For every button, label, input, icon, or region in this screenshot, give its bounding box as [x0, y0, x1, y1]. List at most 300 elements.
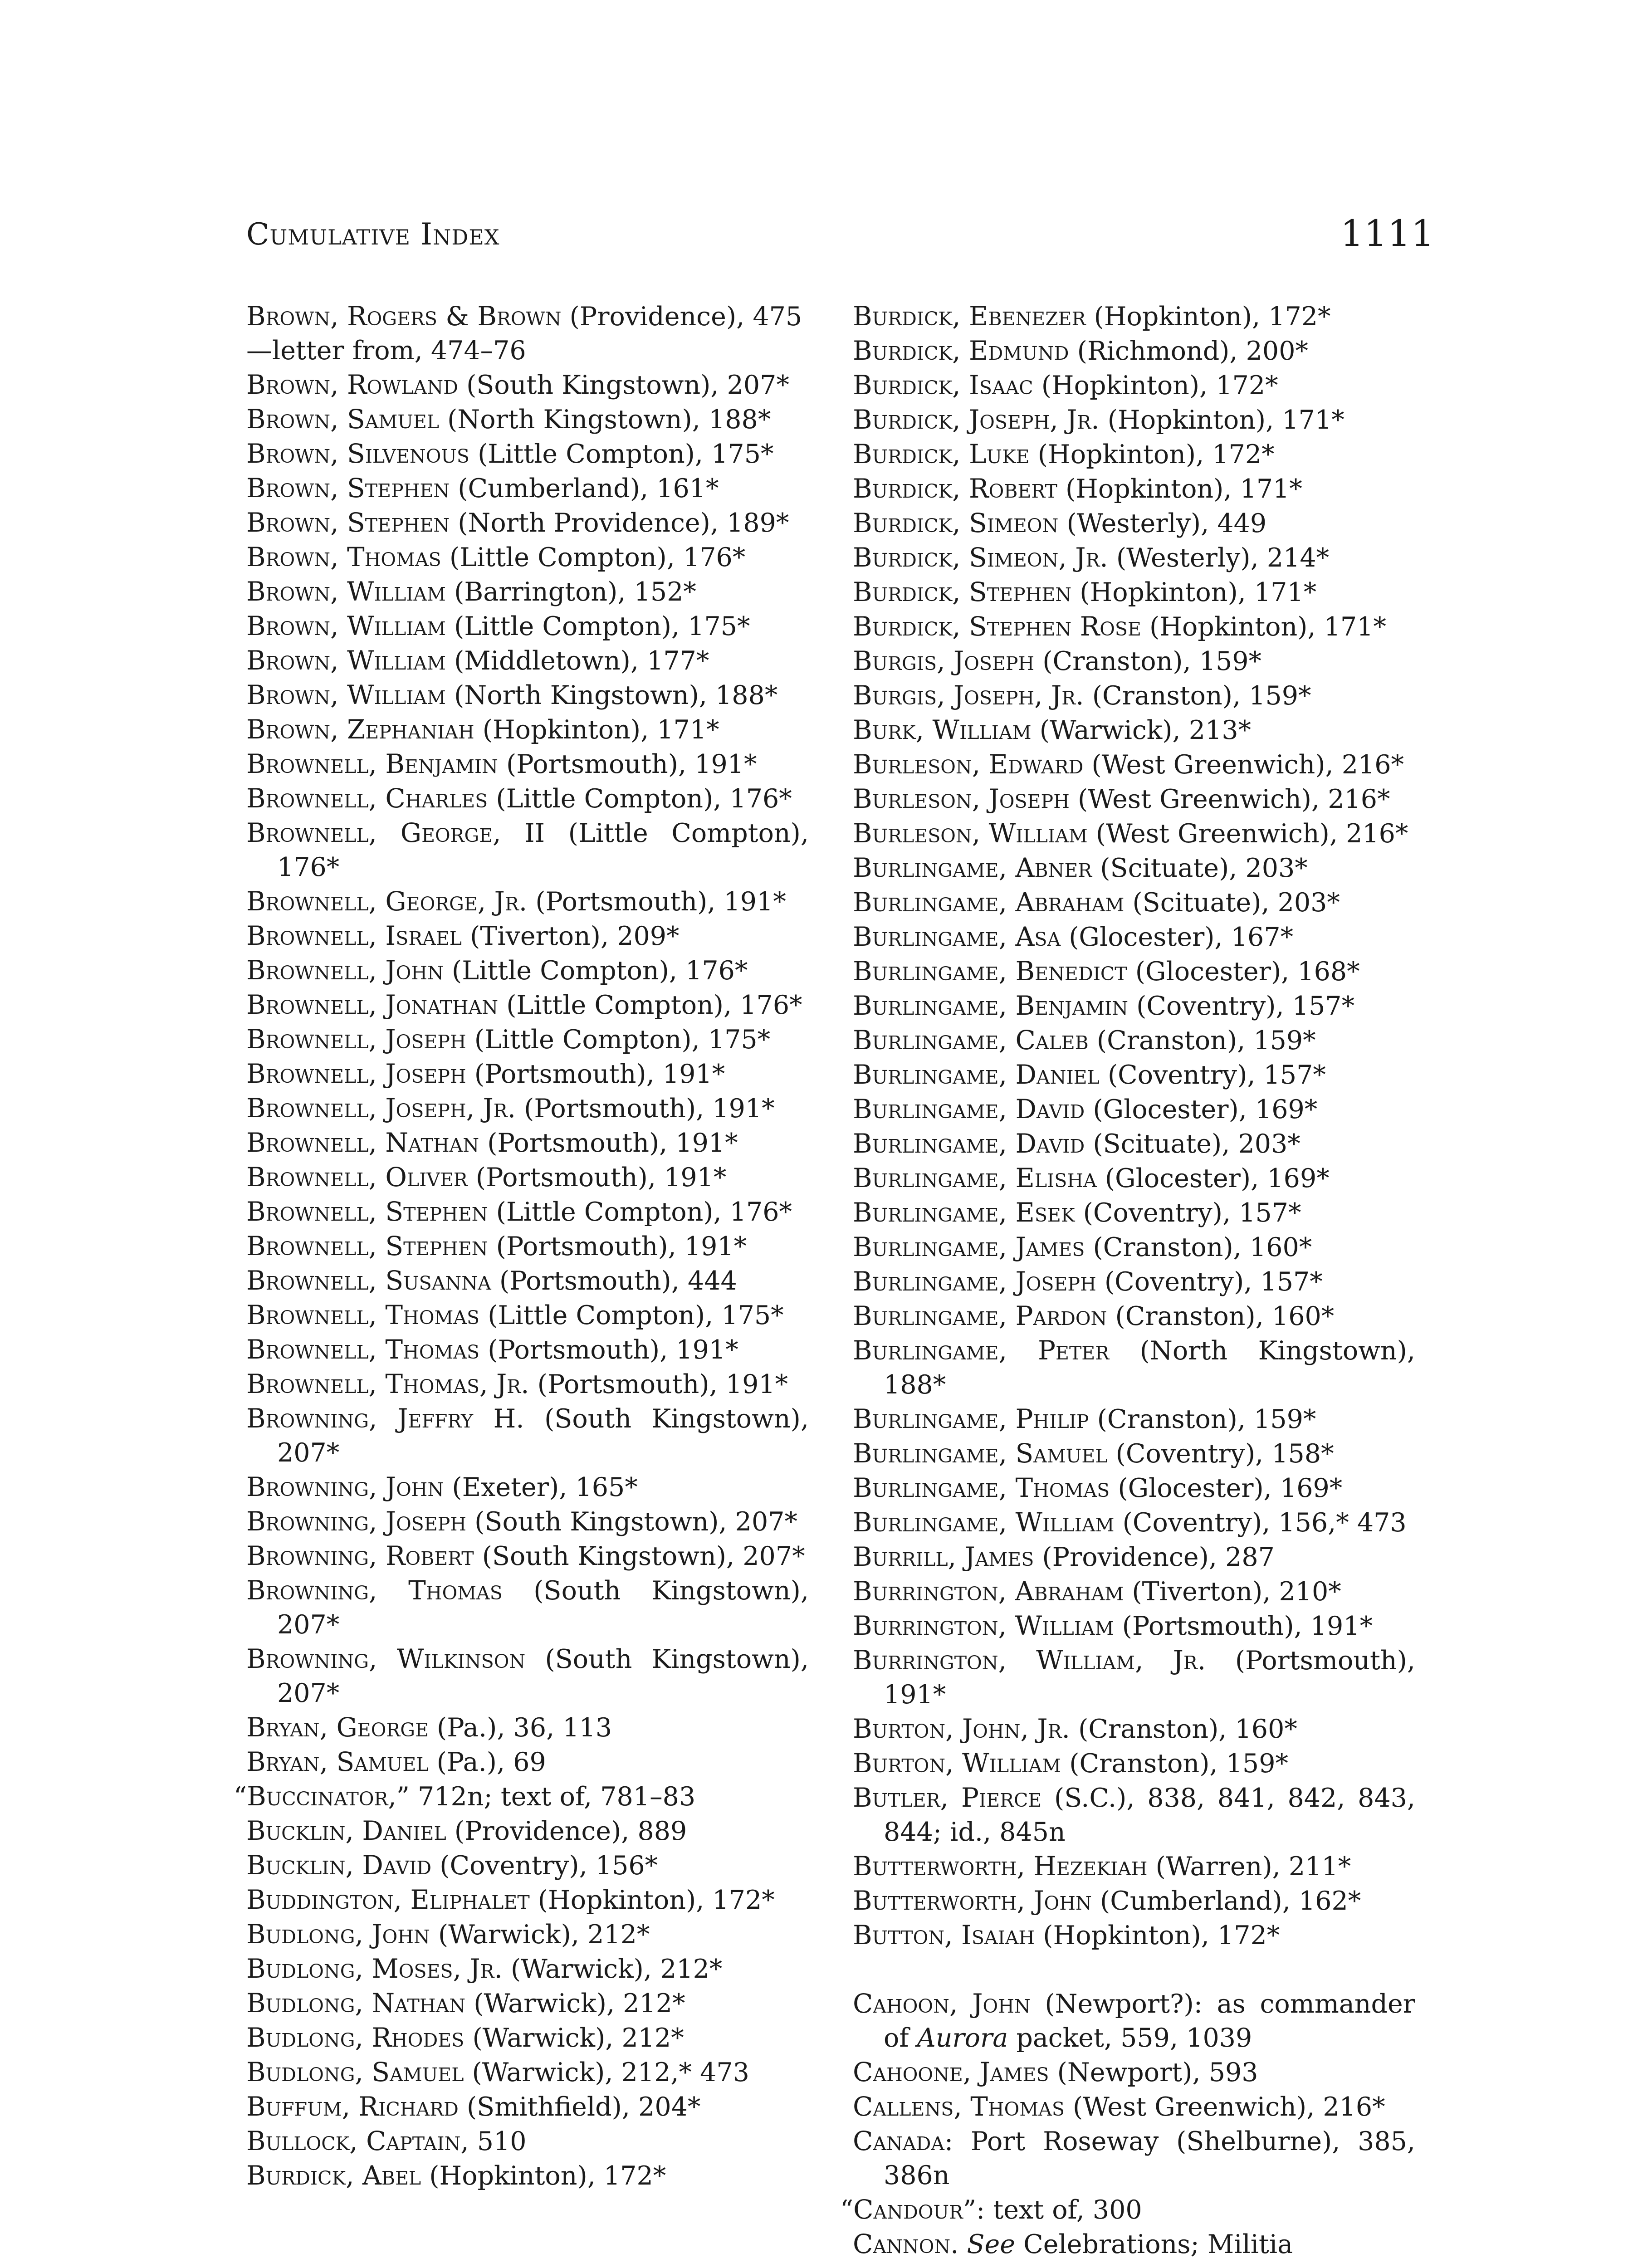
entry-name: Burlingame, Esek: [853, 1197, 1075, 1228]
index-entry: [853, 920, 1415, 954]
entry-name: Brown, Silvenous: [246, 438, 469, 469]
index-entry: [246, 1470, 809, 1505]
entry-detail: (Portsmouth), 191*: [1114, 1611, 1373, 1641]
entry-name: Brownell, Thomas: [246, 1300, 480, 1330]
entry-name: Burlingame, William: [853, 1507, 1115, 1538]
entry-name: Brownell, Stephen: [246, 1196, 488, 1227]
entry-name: Budlong, John: [246, 1919, 430, 1950]
entry-name: Brown, Stephen: [246, 507, 450, 538]
index-entry: [853, 1471, 1415, 1505]
index-entry: [246, 1298, 809, 1333]
entry-name: Brown, Zephaniah: [246, 714, 474, 745]
entry-name: Brown, Stephen: [246, 473, 450, 503]
entry-name: Burlingame, Caleb: [853, 1025, 1089, 1056]
entry-name: Burdick, Robert: [853, 473, 1057, 504]
index-entry: [853, 334, 1415, 368]
index-entry: [246, 1986, 809, 2021]
index-entry: [853, 1781, 1415, 1849]
entry-detail: (Little Compton), 175*: [479, 1300, 784, 1330]
entry-name: Burrington, William, Jr.: [853, 1645, 1206, 1676]
index-entry: [246, 368, 809, 402]
index-entry: [853, 2227, 1415, 2262]
entry-name: Browning, Joseph: [246, 1506, 467, 1537]
index-entry: [853, 1161, 1415, 1196]
entry-name: Bryan, Samuel: [246, 1746, 429, 1777]
entry-name: Budlong, Samuel: [246, 2057, 464, 2087]
entry-detail: ”: text of, 300: [963, 2195, 1142, 2225]
entry-name: Brown, William: [246, 611, 446, 641]
entry-detail: (Hopkinton), 172*: [421, 2161, 666, 2191]
index-entry: [246, 919, 809, 953]
entry-detail: —letter from, 474–76: [246, 336, 526, 366]
index-entry: [246, 678, 809, 713]
entry-name: Brown, William: [246, 576, 446, 607]
entry-detail: (Coventry), 158*: [1107, 1439, 1334, 1469]
entry-detail: (Cranston), 159*: [1084, 681, 1311, 711]
entry-name: Browning, Robert: [246, 1540, 474, 1571]
entry-name: Burlingame, David: [853, 1128, 1085, 1159]
entry-name: Burlingame, Pardon: [853, 1300, 1107, 1331]
index-entry: [246, 1195, 809, 1229]
entry-detail: (Tiverton), 210*: [1124, 1577, 1341, 1607]
entry-detail: (Portsmouth), 191*: [527, 887, 786, 917]
index-entry: [246, 1574, 809, 1642]
entry-name: Burton, John, Jr.: [853, 1713, 1070, 1744]
entry-detail: (Portsmouth), 191*: [467, 1163, 727, 1193]
entry-name: Brownell, Charles: [246, 783, 488, 814]
entry-detail: (Cranston), 160*: [1070, 1714, 1297, 1744]
entry-detail: (Coventry), 156,* 473: [1114, 1508, 1407, 1538]
entry-detail: (Cranston), 159*: [1061, 1749, 1288, 1779]
index-entry: [853, 2124, 1415, 2193]
index-entry: [853, 1643, 1415, 1712]
index-entry: [853, 644, 1415, 679]
entry-name: Browning, Jeffry: [246, 1403, 474, 1434]
entry-name: Burlingame, Benedict: [853, 956, 1127, 987]
running-head: Cumulative Index: [246, 217, 500, 252]
index-entry: [246, 1402, 809, 1470]
index-entry: [246, 334, 809, 368]
entry-detail: (Warwick), 213*: [1031, 715, 1252, 745]
index-entry: [246, 471, 809, 506]
entry-name: Burrington, Abraham: [853, 1576, 1124, 1607]
index-entry: [853, 1127, 1415, 1161]
index-entry: [246, 1952, 809, 1986]
entry-detail: (Providence), 889: [446, 1816, 687, 1846]
entry-detail: (Little Compton), 175*: [469, 439, 774, 469]
index-entry: [853, 885, 1415, 920]
entry-detail: (Little Compton), 176*: [441, 543, 746, 572]
index-entry: [246, 747, 809, 782]
index-entry: [246, 782, 809, 816]
entry-name: Burgis, Joseph, Jr.: [853, 680, 1084, 711]
entry-detail: (Cranston), 159*: [1089, 1404, 1316, 1434]
index-entry: [246, 1367, 809, 1402]
entry-detail: (Coventry), 157*: [1096, 1267, 1323, 1297]
index-entry: [246, 299, 809, 334]
entry-name: Burlingame, Philip: [853, 1403, 1089, 1434]
entry-detail: (S.C.), 838, 841, 842, 843, 844; id., 845n: [884, 1783, 1415, 1847]
entry-detail: (Hopkinton), 171*: [1141, 612, 1386, 642]
index-entry: [853, 1196, 1415, 1230]
entry-name: Brownell, George, Jr.: [246, 886, 528, 917]
entry-detail: (North Providence), 189*: [450, 508, 789, 538]
index-entry: [853, 816, 1415, 851]
entry-detail: (Glocester), 169*: [1110, 1473, 1343, 1503]
entry-name: Brownell, Oliver: [246, 1162, 468, 1193]
entry-detail: (Portsmouth), 191*: [498, 749, 757, 779]
entry-name: Budlong, Moses, Jr.: [246, 1953, 503, 1984]
entry-name: Brownell, Jonathan: [246, 989, 499, 1020]
entry-name: Brownell, Stephen: [246, 1231, 488, 1261]
entry-name: Burlingame, David: [853, 1094, 1085, 1124]
entry-name: Bucklin, David: [246, 1850, 432, 1881]
entry-detail: (Cumberland), 162*: [1091, 1886, 1361, 1916]
entry-detail: (Portsmouth), 191*: [884, 1646, 1415, 1710]
entry-name: Buddington, Eliphalet: [246, 1884, 530, 1915]
entry-name: Brown, Rogers & Brown: [246, 301, 562, 332]
index-entry: [853, 1849, 1415, 1884]
index-entry: [853, 1265, 1415, 1299]
index-entry: [853, 472, 1415, 506]
entry-tail: packet, 559, 1039: [1008, 2023, 1252, 2053]
entry-detail: (Glocester), 167*: [1061, 922, 1294, 952]
entry-detail: (Cranston), 160*: [1085, 1232, 1312, 1262]
index-entry: [853, 1058, 1415, 1092]
entry-name: Cahoone, James: [853, 2057, 1049, 2087]
entry-name: Brownell, Benjamin: [246, 748, 498, 779]
entry-prefix: “: [234, 1782, 247, 1812]
entry-name: Butterworth, John: [853, 1885, 1092, 1916]
entry-name: Burdick, Ebenezer: [853, 301, 1086, 332]
index-entry: [853, 1334, 1415, 1402]
entry-detail: (Portsmouth), 191*: [529, 1369, 788, 1399]
entry-detail: (Newport?): as commander of: [884, 1989, 1415, 2053]
entry-name: Button, Isaiah: [853, 1920, 1035, 1950]
entry-detail: (Pa.), 69: [428, 1747, 546, 1777]
index-entry: [246, 1642, 809, 1711]
entry-detail: (Scituate), 203*: [1124, 888, 1340, 918]
index-entry: [246, 609, 809, 644]
index-entry: [853, 1712, 1415, 1746]
entry-detail: (South Kingstown), 207*: [458, 370, 789, 400]
entry-name: Brownell, George,: [246, 817, 501, 848]
entry-detail: (Hopkinton), 171*: [1071, 577, 1317, 607]
entry-detail: (Providence), 287: [1034, 1542, 1275, 1572]
entry-detail: (Newport), 593: [1049, 2058, 1258, 2087]
entry-name: Burleson, William: [853, 818, 1088, 849]
entry-detail: (Providence), 475: [561, 302, 802, 332]
entry-name: Burdick, Luke: [853, 439, 1030, 469]
entry-detail: (Scituate), 203*: [1092, 853, 1308, 883]
index-entry: [853, 1987, 1415, 2055]
entry-detail: (South Kingstown), 207*: [277, 1576, 809, 1640]
entry-detail: (Portsmouth), 191*: [516, 1094, 775, 1124]
entry-detail: (Little Compton), 176*: [498, 990, 802, 1020]
entry-detail: (West Greenwich), 216*: [1083, 750, 1404, 780]
entry-detail: (Scituate), 203*: [1085, 1129, 1301, 1159]
entry-detail: (Portsmouth), 191*: [479, 1335, 738, 1365]
entry-detail: (Little Compton), 176*: [443, 956, 748, 986]
entry-name: Brownell, Joseph: [246, 1058, 466, 1089]
entry-detail: (Westerly), 214*: [1108, 543, 1330, 573]
entry-detail: (Warwick), 212*: [464, 2023, 684, 2053]
index-entry: [853, 506, 1415, 541]
index-entry: [853, 1505, 1415, 1540]
entry-detail: (Cranston), 159*: [1088, 1026, 1316, 1056]
entry-name: Brown, William: [246, 645, 446, 676]
entry-name: Candour: [853, 2194, 963, 2225]
index-entry: [246, 885, 809, 919]
entry-detail: (Warwick), 212*: [465, 1989, 685, 2019]
index-entry: [246, 402, 809, 437]
index-entry: [853, 1918, 1415, 1953]
entry-name: Bullock, Captain: [246, 2126, 461, 2156]
index-entry: [853, 2055, 1415, 2090]
index-entry: [246, 575, 809, 609]
entry-name: Burgis, Joseph: [853, 645, 1035, 676]
entry-name: Burton, William: [853, 1748, 1061, 1779]
entry-name: Burlingame, Joseph: [853, 1266, 1096, 1297]
entry-detail: (Hopkinton), 172*: [1085, 302, 1331, 332]
entry-tail: Celebrations; Militia: [1015, 2229, 1293, 2259]
index-entry: [853, 541, 1415, 575]
entry-name: Brownell, Thomas: [246, 1334, 480, 1365]
entry-name: Burlingame, Thomas: [853, 1472, 1110, 1503]
index-entry: [246, 1848, 809, 1883]
index-entry: [853, 1746, 1415, 1781]
entry-detail: (Little Compton), 176*: [488, 1197, 792, 1227]
entry-name: Burlingame, James: [853, 1232, 1085, 1262]
entry-detail: (Smithfield), 204*: [458, 2092, 701, 2122]
entry-name: Brownell, John: [246, 955, 444, 986]
entry-detail: (Portsmouth), 191*: [488, 1232, 747, 1261]
index-entry: [853, 1884, 1415, 1918]
entry-name: Burlingame, Benjamin: [853, 990, 1129, 1021]
entry-detail: (Little Compton), 175*: [446, 611, 750, 641]
entry-detail: (Westerly), 449: [1058, 508, 1267, 538]
entry-name: Browning, Wilkinson: [246, 1643, 526, 1674]
entry-name: Burdick, Stephen Rose: [853, 611, 1141, 642]
entry-detail: , 510: [460, 2126, 527, 2156]
entry-name: Cahoon, John: [853, 1988, 1031, 2019]
entry-name: Burlingame, Asa: [853, 921, 1061, 952]
entry-detail: (Warwick), 212,* 473: [464, 2058, 749, 2087]
entry-name: Budlong, Nathan: [246, 1988, 466, 2019]
entry-detail: (Hopkinton), 172*: [529, 1885, 775, 1915]
entry-name: Callens, Thomas: [853, 2091, 1065, 2122]
entry-detail: H. (South Kingstown), 207*: [277, 1404, 809, 1468]
entry-detail: .: [950, 2229, 967, 2259]
entry-detail: (South Kingstown), 207*: [277, 1644, 809, 1708]
entry-detail: (Glocester), 169*: [1096, 1163, 1330, 1193]
entry-detail: (Cranston), 159*: [1034, 646, 1262, 676]
entry-name: Cannon: [853, 2229, 951, 2259]
entry-detail: (Little Compton), 176*: [488, 784, 792, 814]
index-entry: [853, 954, 1415, 989]
entry-name: Canada: [853, 2126, 944, 2156]
entry-detail: (Warwick), 212*: [502, 1954, 723, 1984]
index-entry: [234, 1779, 809, 1814]
index-entry: [853, 1540, 1415, 1574]
entry-detail: (Warren), 211*: [1147, 1852, 1351, 1882]
entry-name: Burk, William: [853, 714, 1032, 745]
entry-detail: (Hopkinton), 171*: [1099, 405, 1345, 435]
index-entry: [853, 437, 1415, 472]
entry-name: Brown, Samuel: [246, 404, 440, 435]
entry-name: Burlingame, Samuel: [853, 1438, 1108, 1469]
entry-detail: (Portsmouth), 191*: [466, 1059, 725, 1089]
entry-name: Brown, Thomas: [246, 542, 441, 572]
entry-name: Brownell, Susanna: [246, 1265, 491, 1296]
entry-name: Burlingame, Peter: [853, 1335, 1110, 1366]
index-entry: [246, 2055, 809, 2090]
entry-name: Browning, Thomas: [246, 1575, 503, 1606]
index-entry: [246, 713, 809, 747]
index-entry: [246, 1057, 809, 1091]
entry-detail: (Hopkinton), 172*: [1035, 1921, 1280, 1950]
index-column-left: [234, 299, 809, 2193]
entry-detail: (West Greenwich), 216*: [1069, 784, 1390, 814]
index-entry: [246, 2124, 809, 2159]
entry-detail: (Cranston), 160*: [1107, 1301, 1335, 1331]
index-entry: [246, 1264, 809, 1298]
index-entry: [246, 540, 809, 575]
index-entry: [246, 816, 809, 885]
entry-name: Burlingame, Abraham: [853, 887, 1125, 918]
index-entry: [853, 679, 1415, 713]
entry-name: Burdick, Stephen: [853, 577, 1072, 607]
entry-detail: (Hopkinton), 171*: [474, 715, 719, 745]
entry-name: Budlong, Rhodes: [246, 2022, 464, 2053]
index-entry: [246, 1745, 809, 1779]
entry-prefix: “: [840, 2195, 854, 2225]
entry-name: Brown, Rowland: [246, 369, 459, 400]
entry-detail: (Coventry), 156*: [431, 1851, 658, 1881]
index-entry: [853, 1299, 1415, 1334]
entry-name: Buccinator,: [247, 1781, 396, 1812]
index-entry: [246, 2159, 809, 2193]
entry-detail: (Tiverton), 209*: [462, 921, 680, 951]
entry-detail: (Hopkinton), 172*: [1033, 371, 1278, 401]
index-entry: [246, 506, 809, 540]
entry-name: Brownell, Joseph: [246, 1024, 466, 1055]
entry-name: Burdick, Joseph, Jr.: [853, 404, 1100, 435]
entry-name: Burleson, Joseph: [853, 783, 1070, 814]
index-entry: [853, 2090, 1415, 2124]
index-entry: [853, 610, 1415, 644]
index-entry: [853, 368, 1415, 403]
entry-detail: (Little Compton), 175*: [466, 1025, 771, 1055]
index-entry: [853, 748, 1415, 782]
index-entry: [853, 1230, 1415, 1265]
entry-name: Burlingame, Abner: [853, 852, 1092, 883]
index-entry: [246, 1539, 809, 1574]
entry-name: Burlingame, Daniel: [853, 1059, 1100, 1090]
entry-name: Browning, John: [246, 1471, 444, 1502]
index-column-right: [840, 299, 1416, 2262]
index-entry: [853, 1023, 1415, 1058]
entry-detail: (Portsmouth), 191*: [479, 1128, 738, 1158]
entry-detail: (Exeter), 165*: [444, 1472, 638, 1502]
entry-name: Butler, Pierce: [853, 1782, 1042, 1813]
entry-detail: (South Kingstown), 207*: [466, 1507, 797, 1537]
entry-name: Brownell, Joseph, Jr.: [246, 1093, 516, 1124]
index-entry: [853, 1609, 1415, 1643]
entry-detail: (North Kingstown), 188*: [439, 405, 771, 435]
entry-detail: (West Greenwich), 216*: [1087, 819, 1408, 849]
entry-name: Burdick, Abel: [246, 2160, 421, 2191]
index-entry: [246, 988, 809, 1022]
entry-name: Burlingame, Elisha: [853, 1163, 1097, 1193]
index-entry: [246, 1160, 809, 1195]
index-entry: [853, 713, 1415, 748]
entry-detail: (Portsmouth), 444: [491, 1266, 737, 1296]
entry-detail: (South Kingstown), 207*: [474, 1541, 805, 1571]
index-entry: [853, 403, 1415, 437]
entry-name: Burrington, William: [853, 1610, 1114, 1641]
entry-name: Burdick, Edmund: [853, 335, 1069, 366]
index-entry: [246, 1814, 809, 1848]
index-entry: [246, 1333, 809, 1367]
index-entry: [246, 2090, 809, 2124]
entry-detail: (North Kingstown), 188*: [446, 680, 778, 710]
index-entry: [246, 1917, 809, 1952]
index-entry: [853, 299, 1415, 334]
index-entry: [853, 1574, 1415, 1609]
page-number: 1111: [1340, 212, 1435, 254]
index-entry: [246, 1229, 809, 1264]
index-entry: [853, 1402, 1415, 1437]
index-entry: [246, 1091, 809, 1126]
entry-detail: II (Little Compton), 176*: [277, 818, 809, 882]
entry-name: Burdick, Isaac: [853, 370, 1033, 401]
index-entry: [246, 437, 809, 471]
entry-detail: (North Kingstown), 188*: [884, 1336, 1416, 1400]
entry-name: Bryan, George: [246, 1712, 429, 1743]
index-entry: [853, 782, 1415, 816]
index-entry: [246, 1022, 809, 1057]
entry-detail: (Middletown), 177*: [446, 646, 709, 676]
index-entry: [853, 1092, 1415, 1127]
index-entry: [853, 989, 1415, 1023]
entry-detail: (Cumberland), 161*: [450, 474, 719, 503]
entry-detail: (Hopkinton), 171*: [1057, 474, 1302, 504]
index-entry: [853, 851, 1415, 885]
index-entry: [246, 1505, 809, 1539]
entry-italic: Aurora: [917, 2023, 1008, 2053]
entry-name: Brown, William: [246, 679, 446, 710]
index-entry: [246, 644, 809, 678]
entry-name: Brownell, Nathan: [246, 1127, 479, 1158]
index-entry: [853, 575, 1415, 610]
entry-italic: See: [967, 2229, 1015, 2259]
entry-detail: (Warwick), 212*: [430, 1920, 650, 1950]
index-entry: [246, 2021, 809, 2055]
entry-name: Burdick, Simeon, Jr.: [853, 542, 1108, 573]
entry-name: Burleson, Edward: [853, 749, 1084, 780]
entry-detail: : Port Roseway (Shelburne), 385, 386n: [884, 2126, 1415, 2190]
index-entry: [246, 1711, 809, 1745]
entry-name: Brownell, Israel: [246, 920, 462, 951]
entry-detail: (Barrington), 152*: [446, 577, 696, 607]
entry-detail: (Coventry), 157*: [1128, 991, 1355, 1021]
index-entry: [246, 953, 809, 988]
entry-name: Burdick, Simeon: [853, 508, 1059, 538]
entry-detail: (Pa.), 36, 113: [428, 1713, 612, 1743]
entry-detail: (Glocester), 168*: [1127, 957, 1360, 987]
index-entry: [840, 2193, 1415, 2227]
